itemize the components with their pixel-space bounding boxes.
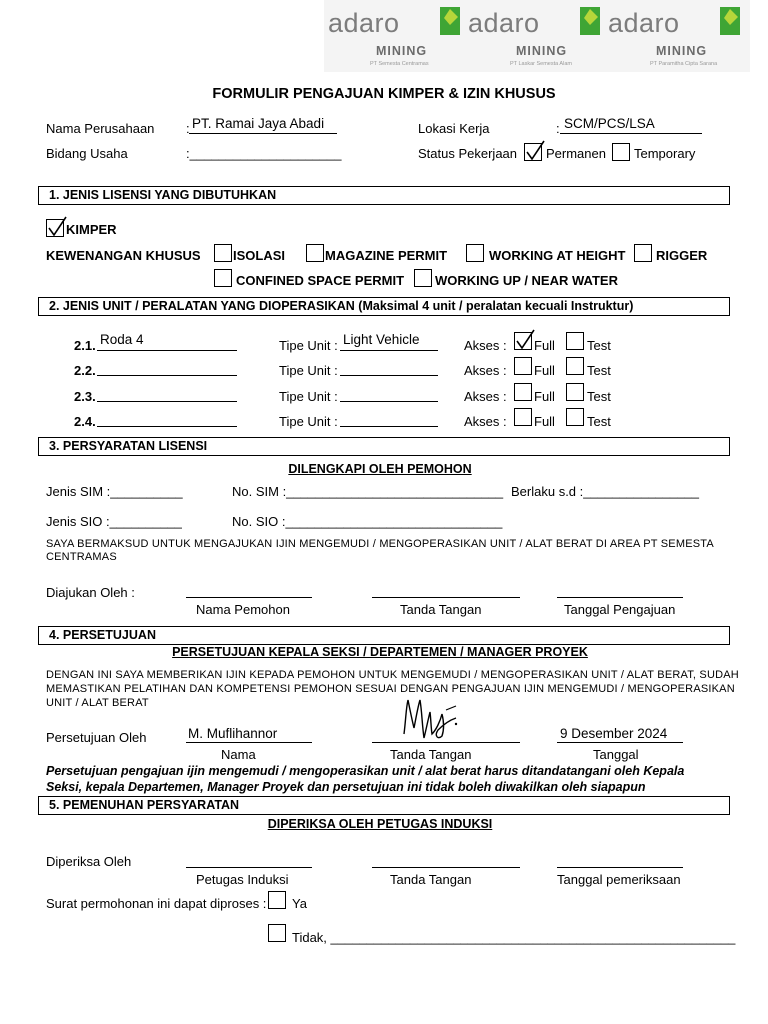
permanen-label: Permanen <box>546 146 606 161</box>
tanda-tangan-line[interactable] <box>372 597 520 598</box>
no-sio-field[interactable]: No. SIO :______________________________ <box>232 514 503 529</box>
akses-label: Akses : <box>464 389 507 404</box>
row-number: 2.2. <box>74 363 96 378</box>
berlaku-field[interactable]: Berlaku s.d :________________ <box>511 484 699 499</box>
nama-label: Nama <box>221 747 256 762</box>
rigger-label: RIGGER <box>656 248 708 263</box>
akses-full-checkbox[interactable] <box>514 332 532 350</box>
approval-note-line-1: Persetujuan pengajuan ijin mengemudi / mengoperasikan unit / alat berat harus ditandatangani oleh Kepala <box>46 764 685 778</box>
full-label: Full <box>534 338 555 353</box>
tanggal-pemeriksaan-label: Tanggal pemeriksaan <box>557 872 681 887</box>
akses-test-checkbox[interactable] <box>566 332 584 350</box>
akses-full-checkbox[interactable] <box>514 383 532 401</box>
colon: : <box>186 121 190 136</box>
tanggal-pengajuan-label: Tanggal Pengajuan <box>564 602 676 617</box>
temporary-label: Temporary <box>634 146 696 161</box>
working-near-water-label: WORKING UP / NEAR WATER <box>435 273 618 288</box>
confined-space-label: CONFINED SPACE PERMIT <box>236 273 405 288</box>
tanggal-label: Tanggal <box>593 747 639 762</box>
status-pekerjaan-label: Status Pekerjaan <box>418 146 518 161</box>
akses-label: Akses : <box>464 338 507 353</box>
temporary-checkbox[interactable] <box>612 143 630 161</box>
test-label: Test <box>587 363 611 378</box>
approval-note-line-2: Seksi, kepala Departemen, Manager Proyek dan persetujuan ini tidak boleh diwakilkan oleh siapapun <box>46 780 646 794</box>
tipe-unit-line[interactable] <box>340 426 438 427</box>
isolasi-checkbox[interactable] <box>214 244 232 262</box>
tanggal-line <box>557 742 683 743</box>
permanen-checkbox[interactable] <box>524 143 542 161</box>
ya-checkbox[interactable] <box>268 891 286 909</box>
colon: : <box>556 121 560 136</box>
unit-field[interactable]: Roda 4 <box>100 332 144 347</box>
tanda-tangan-label: Tanda Tangan <box>400 602 482 617</box>
tipe-unit-line <box>340 350 438 351</box>
approval-text-line-2: MEMASTIKAN PELATIHAN DAN KOMPETENSI PEMOHON SESUAI DENGAN PENGAJUAN IJIN MENGEMUDI / MENGOPERASIKAN <box>46 683 735 695</box>
diperiksa-oleh-label: Diperiksa Oleh <box>46 854 132 869</box>
adaro-logo-laskar: adaro MINING PT Laskar Semesta Alam <box>468 4 608 72</box>
adaro-leaf-icon <box>578 5 602 37</box>
kimper-label: KIMPER <box>66 222 117 237</box>
unit-line[interactable] <box>97 401 237 402</box>
tipe-unit-label: Tipe Unit : <box>279 389 338 404</box>
tipe-unit-label: Tipe Unit : <box>279 338 338 353</box>
section-4-subtitle: PERSETUJUAN KEPALA SEKSI / DEPARTEMEN / MANAGER PROYEK <box>172 645 588 659</box>
working-near-water-checkbox[interactable] <box>414 269 432 287</box>
statement-line-2: CENTRAMAS <box>46 551 117 563</box>
approver-name-field[interactable]: M. Muflihannor <box>188 726 278 741</box>
tidak-checkbox[interactable] <box>268 924 286 942</box>
checkmark-icon <box>46 215 68 239</box>
persetujuan-oleh-label: Persetujuan Oleh <box>46 730 147 745</box>
magazine-permit-label: MAGAZINE PERMIT <box>325 248 448 263</box>
diajukan-oleh-label: Diajukan Oleh : <box>46 585 135 600</box>
isolasi-label: ISOLASI <box>233 248 286 263</box>
row-number: 2.4. <box>74 414 96 429</box>
section-3-header: 3. PERSYARATAN LISENSI <box>38 437 730 456</box>
lokasi-kerja-field[interactable]: SCM/PCS/LSA <box>564 116 655 131</box>
akses-test-checkbox[interactable] <box>566 383 584 401</box>
kimper-checkbox[interactable] <box>46 219 64 237</box>
nama-perusahaan-field[interactable]: PT. Ramai Jaya Abadi <box>192 116 325 131</box>
akses-full-checkbox[interactable] <box>514 357 532 375</box>
working-at-height-checkbox[interactable] <box>466 244 484 262</box>
unit-line[interactable] <box>97 426 237 427</box>
nama-pemohon-label: Nama Pemohon <box>196 602 290 617</box>
confined-space-checkbox[interactable] <box>214 269 232 287</box>
approval-text-line-1: DENGAN INI SAYA MEMBERIKAN IJIN KEPADA PEMOHON UNTUK MENGEMUDI / MENGOPERASIKAN UNIT / ALAT BERAT, SUDAH <box>46 669 739 681</box>
lokasi-kerja-label: Lokasi Kerja <box>418 121 490 136</box>
tanggal-pemeriksaan-line[interactable] <box>557 867 683 868</box>
akses-label: Akses : <box>464 363 507 378</box>
approval-date-field[interactable]: 9 Desember 2024 <box>560 726 668 741</box>
nama-perusahaan-line <box>189 133 337 134</box>
tanda-tangan-label: Tanda Tangan <box>390 747 472 762</box>
section-2-header: 2. JENIS UNIT / PERALATAN YANG DIOPERASIKAN (Maksimal 4 unit / peralatan kecuali Instruktur) <box>38 297 730 316</box>
test-label: Test <box>587 338 611 353</box>
adaro-logo-paramitha: adaro MINING PT Paramitha Cipta Sarana <box>608 4 748 72</box>
petugas-induksi-label: Petugas Induksi <box>196 872 289 887</box>
no-sim-field[interactable]: No. SIM :______________________________ <box>232 484 504 499</box>
rigger-checkbox[interactable] <box>634 244 652 262</box>
tidak-field[interactable]: Tidak, ________________________________________________________ <box>292 930 736 945</box>
lokasi-kerja-line <box>560 133 702 134</box>
full-label: Full <box>534 363 555 378</box>
adaro-logo-semesta: adaro MINING PT Semesta Centramas <box>328 4 468 72</box>
section-1-header: 1. JENIS LISENSI YANG DIBUTUHKAN <box>38 186 730 205</box>
approval-text-line-3: UNIT / ALAT BERAT <box>46 697 149 709</box>
jenis-sio-field[interactable]: Jenis SIO :__________ <box>46 514 182 529</box>
tipe-unit-label: Tipe Unit : <box>279 363 338 378</box>
nama-line <box>186 742 312 743</box>
nama-perusahaan-label: Nama Perusahaan <box>46 121 155 136</box>
unit-line <box>97 350 237 351</box>
section-5-subtitle: DIPERIKSA OLEH PETUGAS INDUKSI <box>267 817 493 831</box>
bidang-usaha-label: Bidang Usaha <box>46 146 128 161</box>
unit-line[interactable] <box>97 375 237 376</box>
nama-pemohon-line[interactable] <box>186 597 312 598</box>
tipe-unit-line[interactable] <box>340 375 438 376</box>
kewenangan-khusus-label: KEWENANGAN KHUSUS <box>46 248 201 263</box>
checkmark-icon <box>524 139 546 163</box>
signature-image <box>398 694 462 746</box>
section-4-header: 4. PERSETUJUAN <box>38 626 730 645</box>
tipe-unit-field[interactable]: Light Vehicle <box>343 332 420 347</box>
working-at-height-label: WORKING AT HEIGHT <box>489 248 626 263</box>
full-label: Full <box>534 389 555 404</box>
adaro-leaf-icon <box>438 5 462 37</box>
petugas-line[interactable] <box>186 867 312 868</box>
tipe-unit-line[interactable] <box>340 401 438 402</box>
row-number: 2.3. <box>74 389 96 404</box>
adaro-leaf-icon <box>718 5 742 37</box>
test-label: Test <box>587 389 611 404</box>
form-title: FORMULIR PENGAJUAN KIMPER & IZIN KHUSUS <box>212 86 556 102</box>
tanda-tangan-label: Tanda Tangan <box>390 872 472 887</box>
section-3-subtitle: DILENGKAPI OLEH PEMOHON <box>288 462 472 476</box>
checkmark-icon <box>514 328 536 352</box>
ya-label: Ya <box>292 896 307 911</box>
row-number: 2.1. <box>74 338 96 353</box>
akses-full-checkbox[interactable] <box>514 408 532 426</box>
magazine-permit-checkbox[interactable] <box>306 244 324 262</box>
full-label: Full <box>534 414 555 429</box>
surat-permohonan-label: Surat permohonan ini dapat diproses : <box>46 896 267 911</box>
tanggal-pengajuan-line[interactable] <box>557 597 683 598</box>
section-5-header: 5. PEMENUHAN PERSYARATAN <box>38 796 730 815</box>
tipe-unit-label: Tipe Unit : <box>279 414 338 429</box>
akses-test-checkbox[interactable] <box>566 408 584 426</box>
tanda-tangan-line[interactable] <box>372 867 520 868</box>
statement-line-1: SAYA BERMAKSUD UNTUK MENGAJUKAN IJIN MENGEMUDI / MENGOPERASIKAN UNIT / ALAT BERAT DI AREA PT SEMESTA <box>46 538 714 550</box>
akses-test-checkbox[interactable] <box>566 357 584 375</box>
test-label: Test <box>587 414 611 429</box>
bidang-usaha-field[interactable]: :_____________________ <box>186 146 342 161</box>
jenis-sim-field[interactable]: Jenis SIM :__________ <box>46 484 183 499</box>
akses-label: Akses : <box>464 414 507 429</box>
